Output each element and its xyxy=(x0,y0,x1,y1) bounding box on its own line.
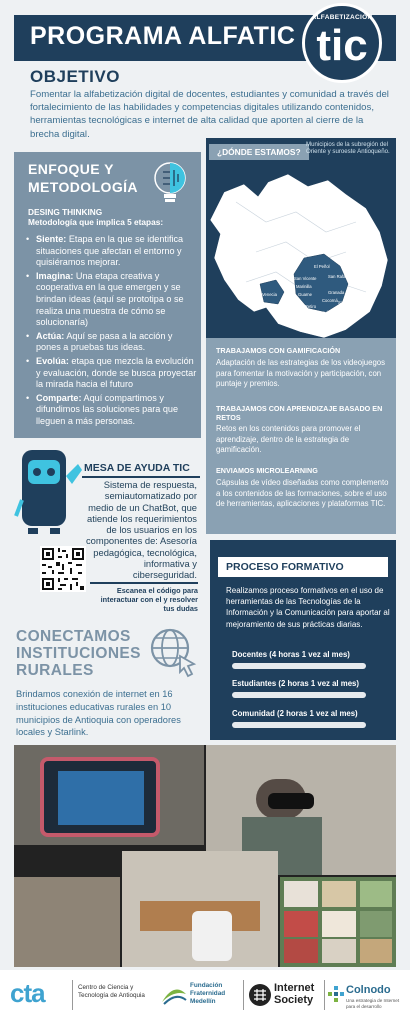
grid-photo xyxy=(284,881,318,907)
step-text: Una etapa creativa y cooperativa en la que emergen y se brindan ideas (aquí se prototipa o se realiza una muestra de cómo se solucionaría) xyxy=(36,270,184,328)
map-label: San Luis xyxy=(338,300,355,305)
comunidad-bar xyxy=(232,722,366,728)
colnodo-sub: Una estrategia de Internet para el desarrollo xyxy=(346,998,400,1009)
design-thinking-subtitle: Metodología que implica 5 etapas: xyxy=(28,217,164,227)
map-question-badge: ¿DÓNDE ESTAMOS? xyxy=(209,144,309,160)
gamificacion-text: Adaptación de las estrategias de los videojuegos para fomentar la motivación y participación, con puntaje y premios. xyxy=(216,358,386,389)
grid-photo xyxy=(322,881,356,907)
logo-big-text: tic xyxy=(316,21,368,70)
microlearning-text: Cápsulas de vídeo diseñadas como complemento a los contenidos de las formaciones, sobre el uso de herramientas, aplicaciones y plataformas TIC. xyxy=(216,478,389,509)
photo-collage xyxy=(14,745,396,967)
photo-grid xyxy=(280,877,396,967)
mesa-title: MESA DE AYUDA TIC xyxy=(84,462,190,474)
step-label: Siente: xyxy=(36,234,67,244)
divider xyxy=(243,980,244,1010)
retos-title: TRABAJAMOS CON APRENDIZAJE BASADO EN RETOS xyxy=(216,404,383,422)
isoc-name: Internet Society xyxy=(274,982,315,1006)
docentes-bar xyxy=(232,663,366,669)
grid-photo xyxy=(284,939,318,963)
grid-photo xyxy=(322,939,356,963)
map-label: San Vicente xyxy=(294,276,317,281)
proceso-title: PROCESO FORMATIVO xyxy=(226,561,344,573)
fraternidad-name: Fundación Fraternidad Medellín xyxy=(190,982,226,1005)
microlearning-title: ENVIAMOS MICROLEARNING xyxy=(216,466,318,475)
footer-logos xyxy=(0,970,410,1024)
objetivo-title: OBJETIVO xyxy=(30,67,120,86)
list-item xyxy=(26,393,198,428)
grid-photo xyxy=(360,911,392,937)
list-item xyxy=(26,271,198,329)
docentes-label: Docentes (4 horas 1 vez al mes) xyxy=(232,650,350,659)
map-label: Venecia xyxy=(262,292,277,297)
grid-photo xyxy=(284,911,318,937)
gamificacion-title: TRABAJAMOS CON GAMIFICACIÓN xyxy=(216,346,341,355)
student xyxy=(192,911,232,961)
objetivo-text: Fomentar la alfabetización digital de docentes, estudiantes y comunidad a través del fortalecimiento de las habilidades y competencias digitales utilizando contenidos, herramientas tecnológicas e internet de alta calidad que aporten al cierre de la brecha digital. xyxy=(30,89,389,140)
qr-code[interactable] xyxy=(40,546,86,592)
estudiantes-label: Estudiantes (2 horas 1 vez al mes) xyxy=(232,679,359,688)
map-caption: Municipios de la subregión del Oriente y suroeste Antioqueño. xyxy=(306,141,390,156)
cta-logo: cta xyxy=(10,978,45,1008)
photo-vr-tablet xyxy=(14,745,204,845)
retos-text: Retos en los contenidos para promover el aprendizaje, dentro de la estrategia de gamificación. xyxy=(216,424,361,455)
grid-photo xyxy=(360,881,392,907)
grid-photo xyxy=(360,939,392,963)
map-label: El Retiro xyxy=(300,304,317,309)
vr-headset xyxy=(268,793,314,809)
list-item xyxy=(26,356,198,391)
fraternidad-leaf-icon xyxy=(160,984,188,1006)
divider xyxy=(72,980,73,1010)
estudiantes-bar xyxy=(232,692,366,698)
tablet xyxy=(40,757,160,837)
conectamos-title: CONECTAMOS INSTITUCIONES RURALES xyxy=(16,628,141,679)
step-text: Etapa en la que se identifica situaciones que afectan el entorno y quisiéramos mejorar. xyxy=(36,234,184,268)
list-item xyxy=(26,331,198,354)
cta-text: Centro de Ciencia y Tecnología de Antioquia xyxy=(78,984,145,999)
step-label: Imagina: xyxy=(36,270,74,281)
step-label: Evolúa: xyxy=(36,355,69,366)
antioquia-map xyxy=(196,162,396,342)
colnodo-icon xyxy=(328,986,344,1002)
colnodo-name: Colnodo xyxy=(346,984,391,996)
map-label: Marinilla xyxy=(296,284,312,289)
map-label: San Rafael xyxy=(328,274,349,279)
mesa-text: Sistema de respuesta, semiautomatizado por medio de un ChatBot, que atiende los requerimientos de los usuarios en los componentes de: Asesoría pedagógica, tecnológica, informativa y ciberseguridad. xyxy=(85,479,197,581)
internet-society-icon xyxy=(248,983,272,1007)
map-label: Carmen de Viboral xyxy=(310,310,345,315)
list-item xyxy=(26,234,198,269)
map-label: Cocorná xyxy=(322,298,338,303)
scan-qr-text: Escanea el código para interactuar con el y resolver tus dudas xyxy=(90,582,198,614)
step-label: Comparte: xyxy=(36,392,82,403)
map-label: Granada xyxy=(328,290,345,295)
grid-photo xyxy=(322,911,356,937)
proceso-text: Realizamos proceso formativos en el uso de herramientas de las Tecnologías de la Información y la Comunicación para aportar al mejoramiento de sus prácticas diarias. xyxy=(226,586,390,629)
conectamos-text: Brindamos conexión de internet en 16 instituciones educativas rurales en 10 municipios de Antioquia con operadores locales y Starlink. xyxy=(16,689,181,738)
map-label: Guarne xyxy=(298,292,312,297)
comunidad-label: Comunidad (2 horas 1 vez al mes) xyxy=(232,709,358,718)
page-title: PROGRAMA ALFATIC xyxy=(30,22,296,50)
enfoque-title: ENFOQUE Y METODOLOGÍA xyxy=(28,161,138,195)
steps-list xyxy=(26,234,198,430)
step-text: Aquí compartimos y difundimos las soluciones para que lleguen a más personas. xyxy=(36,392,179,426)
step-label: Actúa: xyxy=(36,330,65,341)
map-label: El Peñol xyxy=(314,264,330,269)
lightbulb-icon xyxy=(152,160,188,206)
step-text: etapa que mezcla la evolución y evaluación, donde se busca proyectar la mirada hacia el futuro xyxy=(36,355,197,390)
photo-students-2 xyxy=(122,851,278,967)
globe-cursor-icon xyxy=(146,626,198,678)
chatbot-robot-icon xyxy=(14,446,86,538)
tablet-screen xyxy=(58,771,144,825)
design-thinking-title: DESING THINKING xyxy=(28,207,103,217)
logo-small-text: ALFABETIZACIÓN xyxy=(311,14,373,21)
photo-students-1 xyxy=(14,877,120,967)
step-text: Aquí se pasa a la acción y pones a pruebas tus ideas. xyxy=(36,330,173,353)
divider xyxy=(324,980,325,1010)
